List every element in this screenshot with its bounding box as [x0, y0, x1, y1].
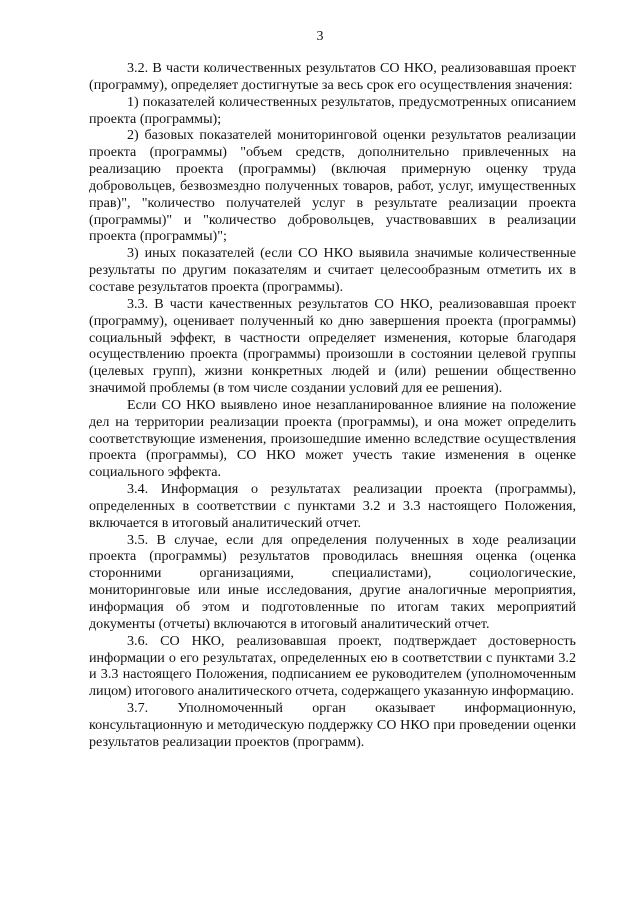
- paragraph-3-7: 3.7. Уполномоченный орган оказывает информационную, консультационную и методическую поддержку СО НКО при проведении оценки результатов реализации проектов (программ).: [89, 700, 576, 750]
- paragraph-3-5: 3.5. В случае, если для определения полученных в ходе реализации проекта (программы) результатов проводилась внешняя оценка (оценка сторонними организациями, специалистами), социологические, мониторинговые или иные исследования, другие аналогичные мероприятия, информация об этом и подготовленные по итогам таких мероприятий документы (отчеты) включаются в итоговый аналитический отчет.: [89, 531, 576, 632]
- paragraph-3-4: 3.4. Информация о результатах реализации проекта (программы), определенных в соответствии с пунктами 3.2 и 3.3 настоящего Положения, включается в итоговый аналитический отчет.: [89, 481, 576, 531]
- page-number: 3: [316, 29, 324, 44]
- paragraph-3-2-item-1: 1) показателей количественных результатов, предусмотренных описанием проекта (программы);: [89, 93, 576, 127]
- paragraph-3-6: 3.6. СО НКО, реализовавшая проект, подтверждает достоверность информации о его результатах, определенных ею в соответствии с пунктами 3.2 и 3.3 настоящего Положения, подписанием ее руководителем (уполномоченным лицом) итогового аналитического отчета, содержащего указанную информацию.: [89, 632, 576, 700]
- paragraph-3-2: 3.2. В части количественных результатов СО НКО, реализовавшая проект (программу), определяет достигнутые за весь срок его осуществления значения:: [89, 60, 576, 93]
- paragraph-3-2-item-3: 3) иных показателей (если СО НКО выявила значимые количественные результаты по другим показателям и считает целесообразным отметить их в составе результатов проекта (программы).: [89, 245, 576, 295]
- paragraph-3-3-unplanned-effect: Если СО НКО выявлено иное незапланированное влияние на положение дел на территории реализации проекта (программы), и она может определить соответствующие изменения, произошедшие именно вследствие осуществления проекта (программы), СО НКО может учесть такие изменения в оценке социального эффекта.: [89, 396, 576, 481]
- document-body: [89, 60, 576, 751]
- paragraph-3-2-item-2: 2) базовых показателей мониторинговой оценки результатов реализации проекта (программы) "объем средств, дополнительно привлеченных на реализацию проекта (программы) (включая примерную оценку труда добровольцев, безвозмездно полученных товаров, работ, услуг, имущественных прав)", "количество получателей услуг в результате реализации проекта (программы)" и "количество добровольцев, участвовавших в реализации проекта (программы)";: [89, 127, 576, 245]
- paragraph-3-3: 3.3. В части качественных результатов СО НКО, реализовавшая проект (программу), оценивает полученный ко дню завершения проекта (программы) социальный эффект, в частности определяет изменения, которые благодаря осуществлению проекта (программы) произошли в состоянии целевой группы (целевых групп), жизни конкретных людей и (или) решении общественно значимой проблемы (в том числе создании условий для ее решения).: [89, 295, 576, 397]
